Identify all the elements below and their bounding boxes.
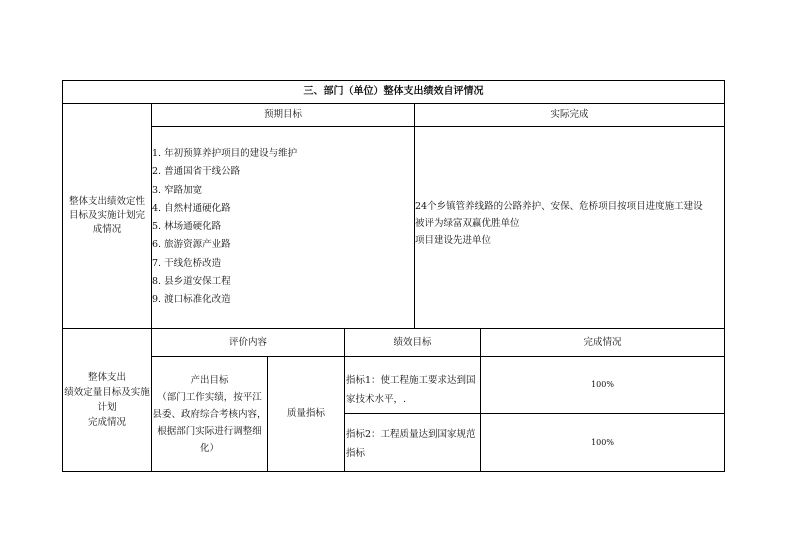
indicator-line: 指标1：使工程施工要求达到国 xyxy=(346,375,476,386)
indicator-2-status: 100% xyxy=(591,437,614,447)
list-item: 8. 县乡道安保工程 xyxy=(152,276,231,288)
list-item: 5. 林场通硬化路 xyxy=(152,221,222,233)
part2-label-line: 完成情况 xyxy=(87,417,126,428)
border-bottom xyxy=(62,471,725,472)
indicator-line: 家技术水平，. xyxy=(346,394,407,405)
part1-row-label: 整体支出绩效定性目标及实施计划完成情况 xyxy=(68,196,145,235)
list-item: 6. 旅游资源产业路 xyxy=(152,239,231,251)
actual-header: 实际完成 xyxy=(550,109,589,121)
output-line: 根据部门实际进行调整细 xyxy=(157,425,262,437)
part2-row-label xyxy=(63,329,151,471)
eval-content-header: 评价内容 xyxy=(228,336,267,348)
list-item: 4. 自然村通硬化路 xyxy=(152,202,231,214)
indicator-line: 指标 xyxy=(346,448,366,459)
list-item: 3. 窄路加宽 xyxy=(152,184,203,196)
list-item: 1. 年初预算养护项目的建设与维护 xyxy=(152,148,298,159)
border-part1-header xyxy=(151,126,725,127)
output-target-cell xyxy=(152,357,267,471)
list-item: 7. 干线危桥改造 xyxy=(152,257,222,269)
expected-header: 预期目标 xyxy=(263,109,302,121)
quality-indicator-label: 质量指标 xyxy=(286,408,325,420)
part2-label-line: 绩效定量目标及实施 xyxy=(64,387,150,398)
expected-goals-list xyxy=(152,145,414,310)
border-right xyxy=(724,80,725,472)
output-line: 产出目标 xyxy=(190,374,229,386)
part2-label-line: 计划 xyxy=(97,402,117,413)
list-item: 9. 渡口标准化改造 xyxy=(152,294,231,306)
indicator-2-text xyxy=(346,425,480,463)
indicator-1-text xyxy=(346,371,480,409)
actual-line: 项目建设先进单位 xyxy=(415,235,492,246)
output-line: （部门工作实绩，按平江 xyxy=(157,391,262,403)
output-line: 化） xyxy=(199,442,219,454)
output-line: 县委、政府综合考核内容， xyxy=(152,408,267,420)
indicator-1-status: 100% xyxy=(591,380,614,390)
actual-completion xyxy=(415,198,724,249)
status-header: 完成情况 xyxy=(583,336,622,348)
list-item: 2. 普通国省干线公路 xyxy=(152,166,241,178)
section-title: 三、部门（单位）整体支出绩效自评情况 xyxy=(303,85,484,97)
goal-header: 绩效目标 xyxy=(393,336,432,348)
part2-label-line: 整体支出 xyxy=(87,372,126,383)
actual-line: 24个乡镇管养线路的公路养护、安保、危桥项目按项目进度施工建设 xyxy=(415,201,703,212)
indicator-line: 指标2：工程质量达到国家规范 xyxy=(346,429,476,440)
actual-line: 被评为绿富双赢优胜单位 xyxy=(415,218,520,229)
